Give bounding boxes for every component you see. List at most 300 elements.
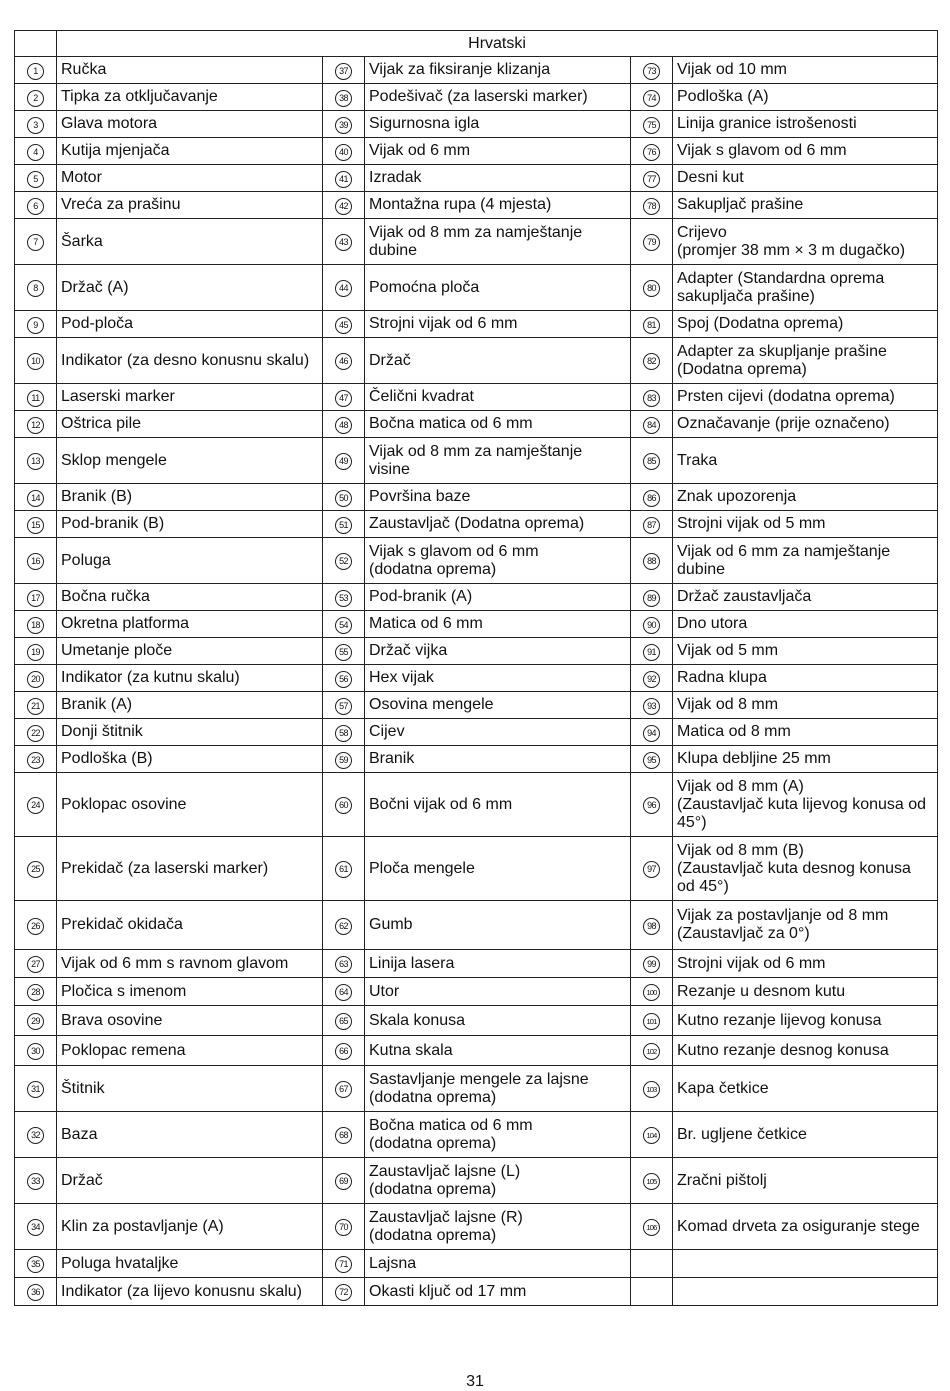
parts-row <box>15 638 938 665</box>
item-number-cell <box>15 1036 57 1066</box>
item-label: Ploča mengele <box>369 859 475 877</box>
item-label-cell <box>57 719 323 746</box>
item-label: Strojni vijak od 6 mm <box>677 954 826 972</box>
item-label: Vijak za postavljanje od 8 mm (Zaustavljač za 0°) <box>677 907 889 942</box>
item-number: 100 <box>643 984 660 1001</box>
item-number: 28 <box>27 984 44 1001</box>
item-number-cell <box>323 1066 365 1112</box>
item-number: 67 <box>335 1081 352 1098</box>
item-label-cell <box>673 338 938 384</box>
item-label-cell <box>365 219 631 265</box>
item-number-cell <box>15 219 57 265</box>
item-label-cell <box>673 950 938 978</box>
parts-row <box>15 165 938 192</box>
item-label-cell <box>57 746 323 773</box>
item-label-cell <box>57 901 323 950</box>
item-number-cell <box>323 746 365 773</box>
item-label: Linija granice istrošenosti <box>677 115 857 132</box>
item-label: Branik (B) <box>61 488 133 505</box>
item-number: 57 <box>335 698 352 715</box>
item-number-cell <box>15 311 57 338</box>
item-number: 76 <box>643 144 660 161</box>
item-number: 74 <box>643 90 660 107</box>
parts-row <box>15 611 938 638</box>
item-label: Strojni vijak od 5 mm <box>677 515 826 532</box>
item-label: Sklop mengele <box>61 451 167 469</box>
item-number: 106 <box>643 1219 660 1236</box>
item-number: 33 <box>27 1173 44 1190</box>
item-number-cell <box>631 384 673 411</box>
item-number-cell <box>631 584 673 611</box>
item-label-cell <box>673 1250 938 1278</box>
item-number: 30 <box>27 1043 44 1060</box>
item-label-cell <box>365 611 631 638</box>
item-number-cell <box>323 950 365 978</box>
item-label: Hex vijak <box>369 669 434 686</box>
item-number-cell <box>323 978 365 1006</box>
item-label-cell <box>57 265 323 311</box>
item-label-cell <box>673 1006 938 1036</box>
item-label-cell <box>57 138 323 165</box>
parts-row <box>15 1204 938 1250</box>
item-label: Bočna matica od 6 mm <box>369 415 533 432</box>
item-label: Prekidač okidača <box>61 916 183 933</box>
item-number: 98 <box>643 918 660 935</box>
item-number: 102 <box>643 1043 660 1060</box>
item-label: Zračni pištolj <box>677 1171 767 1189</box>
item-number: 19 <box>27 644 44 661</box>
item-label: Prsten cijevi (dodatna oprema) <box>677 388 895 405</box>
parts-row <box>15 746 938 773</box>
item-number-cell <box>631 1278 673 1306</box>
item-label: Izradak <box>369 169 422 186</box>
item-label: Traka <box>677 451 718 469</box>
item-number-cell <box>631 192 673 219</box>
item-number: 91 <box>643 644 660 661</box>
item-label-cell <box>365 692 631 719</box>
item-number-cell <box>631 665 673 692</box>
parts-row <box>15 719 938 746</box>
item-number-cell <box>15 773 57 837</box>
parts-row <box>15 484 938 511</box>
item-label: Sakupljač prašine <box>677 196 804 213</box>
item-number: 17 <box>27 590 44 607</box>
item-number-cell <box>631 1006 673 1036</box>
item-label: Tipka za otključavanje <box>61 88 218 105</box>
item-number-cell <box>15 84 57 111</box>
item-label: Lajsna <box>369 1254 417 1272</box>
item-label: Podešivač (za laserski marker) <box>369 88 588 105</box>
item-label-cell <box>673 84 938 111</box>
item-number-cell <box>323 538 365 584</box>
item-number-cell <box>323 837 365 901</box>
item-label-cell <box>57 165 323 192</box>
item-number-cell <box>631 438 673 484</box>
item-number: 87 <box>643 517 660 534</box>
item-number: 16 <box>27 553 44 570</box>
item-number-cell <box>631 219 673 265</box>
item-number: 49 <box>335 453 352 470</box>
parts-row <box>15 511 938 538</box>
item-number-cell <box>323 1112 365 1158</box>
item-number: 40 <box>335 144 352 161</box>
item-label-cell <box>365 265 631 311</box>
item-number: 29 <box>27 1013 44 1030</box>
item-number-cell <box>323 511 365 538</box>
item-number-cell <box>631 538 673 584</box>
item-label-cell <box>365 311 631 338</box>
item-label: Osovina mengele <box>369 696 494 713</box>
item-number: 53 <box>335 590 352 607</box>
item-label: Vijak od 8 mm za namještanje dubine <box>369 223 583 259</box>
item-label-cell <box>673 384 938 411</box>
item-label-cell <box>57 84 323 111</box>
item-number: 26 <box>27 918 44 935</box>
item-number-cell <box>631 1066 673 1112</box>
item-number: 18 <box>27 617 44 634</box>
item-label: Vijak od 6 mm s ravnom glavom <box>61 954 289 972</box>
item-label-cell <box>365 138 631 165</box>
item-label-cell <box>57 950 323 978</box>
item-number: 8 <box>27 280 44 297</box>
item-number-cell <box>631 138 673 165</box>
item-label: Cijev <box>369 723 405 740</box>
item-label-cell <box>57 438 323 484</box>
item-number: 90 <box>643 617 660 634</box>
parts-row <box>15 438 938 484</box>
item-number-cell <box>323 219 365 265</box>
item-label: Kutna skala <box>369 1041 453 1059</box>
item-label: Klupa debljine 25 mm <box>677 750 831 767</box>
item-label-cell <box>57 665 323 692</box>
item-label: Kutno rezanje lijevog konusa <box>677 1011 882 1029</box>
item-label-cell <box>365 1204 631 1250</box>
item-label-cell <box>673 611 938 638</box>
parts-table-body <box>15 31 938 1306</box>
item-number: 14 <box>27 490 44 507</box>
item-label-cell <box>673 411 938 438</box>
parts-row <box>15 219 938 265</box>
item-label: Vijak za fiksiranje klizanja <box>369 61 551 78</box>
parts-row <box>15 978 938 1006</box>
item-number: 89 <box>643 590 660 607</box>
item-number-cell <box>631 484 673 511</box>
item-label: Sigurnosna igla <box>369 115 480 132</box>
item-label: Štitnik <box>61 1079 105 1097</box>
item-number: 31 <box>27 1081 44 1098</box>
item-label-cell <box>673 219 938 265</box>
item-label: Utor <box>369 982 400 1000</box>
parts-row <box>15 692 938 719</box>
item-number: 45 <box>335 317 352 334</box>
item-label: Gumb <box>369 916 413 933</box>
item-number: 93 <box>643 698 660 715</box>
item-number-cell <box>631 611 673 638</box>
item-number-cell <box>323 692 365 719</box>
item-label: Držač (A) <box>61 278 129 296</box>
parts-row <box>15 950 938 978</box>
item-label-cell <box>673 311 938 338</box>
item-number: 56 <box>335 671 352 688</box>
item-number-cell <box>631 511 673 538</box>
item-label: Podloška (A) <box>677 88 769 105</box>
item-number: 2 <box>27 90 44 107</box>
item-number-cell <box>323 773 365 837</box>
item-number-cell <box>323 57 365 84</box>
item-number: 27 <box>27 956 44 973</box>
item-number: 73 <box>643 63 660 80</box>
item-number-cell <box>323 638 365 665</box>
item-number-cell <box>631 311 673 338</box>
item-label-cell <box>365 1006 631 1036</box>
item-number: 62 <box>335 918 352 935</box>
item-label: Vijak s glavom od 6 mm <box>677 142 847 159</box>
item-number: 22 <box>27 725 44 742</box>
item-number-cell <box>631 746 673 773</box>
item-label-cell <box>673 538 938 584</box>
item-number-cell <box>631 411 673 438</box>
item-number-cell <box>15 538 57 584</box>
item-label: Vijak s glavom od 6 mm (dodatna oprema) <box>369 542 539 578</box>
item-number: 86 <box>643 490 660 507</box>
item-label-cell <box>57 538 323 584</box>
item-number: 6 <box>27 198 44 215</box>
item-label-cell <box>365 484 631 511</box>
item-label-cell <box>57 692 323 719</box>
item-number-cell <box>323 384 365 411</box>
item-label-cell <box>57 219 323 265</box>
item-number: 48 <box>335 417 352 434</box>
item-label-cell <box>57 384 323 411</box>
item-label-cell <box>365 1036 631 1066</box>
item-label-cell <box>365 192 631 219</box>
item-label-cell <box>365 773 631 837</box>
item-number: 95 <box>643 752 660 769</box>
item-number: 11 <box>27 390 44 407</box>
item-number-cell <box>15 57 57 84</box>
item-label: Držač <box>369 351 411 369</box>
item-number-cell <box>15 411 57 438</box>
item-label-cell <box>673 438 938 484</box>
item-number-cell <box>15 165 57 192</box>
item-number-cell <box>631 57 673 84</box>
item-label-cell <box>57 611 323 638</box>
item-label-cell <box>673 719 938 746</box>
item-number: 35 <box>27 1256 44 1273</box>
item-label: Vijak od 8 mm <box>677 696 779 713</box>
item-number-cell <box>631 719 673 746</box>
item-label-cell <box>57 638 323 665</box>
item-number: 99 <box>643 956 660 973</box>
parts-row <box>15 837 938 901</box>
item-number: 42 <box>335 198 352 215</box>
item-label-cell <box>365 978 631 1006</box>
item-label: Montažna rupa (4 mjesta) <box>369 196 552 213</box>
item-number-cell <box>15 484 57 511</box>
item-number: 83 <box>643 390 660 407</box>
item-label: Strojni vijak od 6 mm <box>369 315 518 332</box>
item-number: 39 <box>335 117 352 134</box>
item-number-cell <box>323 192 365 219</box>
item-number: 3 <box>27 117 44 134</box>
item-label: Podloška (B) <box>61 750 153 767</box>
item-number-cell <box>15 1204 57 1250</box>
item-number: 84 <box>643 417 660 434</box>
item-number: 94 <box>643 725 660 742</box>
item-label: Branik (A) <box>61 696 133 713</box>
item-number-cell <box>631 111 673 138</box>
item-number-cell <box>631 1112 673 1158</box>
item-label: Adapter (Standardna oprema sakupljača prašine) <box>677 269 885 305</box>
item-label: Ručka <box>61 61 107 78</box>
item-number: 66 <box>335 1043 352 1060</box>
item-label: Umetanje ploče <box>61 642 173 659</box>
item-number: 24 <box>27 797 44 814</box>
item-label: Baza <box>61 1125 98 1143</box>
parts-row <box>15 138 938 165</box>
item-label-cell <box>57 338 323 384</box>
item-number: 4 <box>27 144 44 161</box>
item-label-cell <box>673 1204 938 1250</box>
item-number: 38 <box>335 90 352 107</box>
item-number-cell <box>15 746 57 773</box>
item-label-cell <box>673 484 938 511</box>
item-label: Vijak od 10 mm <box>677 61 787 78</box>
item-label-cell <box>365 746 631 773</box>
item-number-cell <box>323 111 365 138</box>
parts-row <box>15 1006 938 1036</box>
item-number: 64 <box>335 984 352 1001</box>
item-label-cell <box>365 338 631 384</box>
item-number: 82 <box>643 353 660 370</box>
parts-row <box>15 1250 938 1278</box>
parts-row <box>15 901 938 950</box>
item-number-cell <box>631 1250 673 1278</box>
item-label: Bočna ručka <box>61 588 150 605</box>
item-label-cell <box>673 57 938 84</box>
item-number: 105 <box>643 1173 660 1190</box>
item-label: Matica od 6 mm <box>369 615 483 632</box>
item-number: 104 <box>643 1127 660 1144</box>
item-label: Vreća za prašinu <box>61 196 181 213</box>
item-number: 101 <box>643 1013 660 1030</box>
item-label-cell <box>57 1250 323 1278</box>
item-number: 78 <box>643 198 660 215</box>
item-number: 7 <box>27 234 44 251</box>
item-number: 10 <box>27 353 44 370</box>
item-number: 96 <box>643 797 660 814</box>
item-label: Označavanje (prije označeno) <box>677 415 890 432</box>
item-number-cell <box>323 1278 365 1306</box>
item-label-cell <box>673 837 938 901</box>
item-label-cell <box>57 1158 323 1204</box>
item-number-cell <box>15 692 57 719</box>
item-number: 92 <box>643 671 660 688</box>
item-number-cell <box>323 611 365 638</box>
item-number: 103 <box>643 1081 660 1098</box>
item-number: 52 <box>335 553 352 570</box>
item-label-cell <box>57 484 323 511</box>
item-label-cell <box>57 584 323 611</box>
item-number: 85 <box>643 453 660 470</box>
item-number: 46 <box>335 353 352 370</box>
item-label: Vijak od 8 mm (A) (Zaustavljač kuta lijevog konusa od 45°) <box>677 777 927 831</box>
language-header: Hrvatski <box>57 31 938 57</box>
item-label-cell <box>673 138 938 165</box>
item-number-cell <box>15 837 57 901</box>
item-label: Znak upozorenja <box>677 488 797 505</box>
item-number-cell <box>323 84 365 111</box>
item-label: Dno utora <box>677 615 748 632</box>
item-label-cell <box>365 638 631 665</box>
parts-row <box>15 411 938 438</box>
item-number-cell <box>323 1250 365 1278</box>
item-label: Prekidač (za laserski marker) <box>61 859 269 877</box>
item-number: 72 <box>335 1284 352 1301</box>
parts-row <box>15 384 938 411</box>
item-label-cell <box>365 438 631 484</box>
item-number-cell <box>631 692 673 719</box>
item-label-cell <box>673 901 938 950</box>
item-label: Pločica s imenom <box>61 982 187 1000</box>
item-label-cell <box>57 1006 323 1036</box>
item-number-cell <box>323 584 365 611</box>
item-label: Skala konusa <box>369 1011 466 1029</box>
item-number-cell <box>631 1204 673 1250</box>
item-label: Vijak od 6 mm za namještanje dubine <box>677 542 891 578</box>
parts-row <box>15 1158 938 1204</box>
item-number-cell <box>631 265 673 311</box>
item-number-cell <box>15 138 57 165</box>
item-label-cell <box>673 111 938 138</box>
item-label-cell <box>673 192 938 219</box>
item-label: Matica od 8 mm <box>677 723 791 740</box>
item-number: 34 <box>27 1219 44 1236</box>
item-number-cell <box>15 1112 57 1158</box>
item-number: 54 <box>335 617 352 634</box>
item-label: Branik <box>369 750 415 767</box>
item-label: Motor <box>61 169 102 186</box>
item-label-cell <box>365 901 631 950</box>
item-number-cell <box>323 411 365 438</box>
item-number-cell <box>631 1036 673 1066</box>
item-label: Zaustavljač lajsne (L) (dodatna oprema) <box>369 1162 521 1198</box>
item-number-cell <box>15 1250 57 1278</box>
item-label: Vijak od 8 mm (B) (Zaustavljač kuta desnog konusa od 45°) <box>677 841 911 895</box>
item-label: Vijak od 6 mm <box>369 142 471 159</box>
item-label-cell <box>57 1204 323 1250</box>
item-number-cell <box>15 384 57 411</box>
item-label: Crijevo (promjer 38 mm × 3 m dugačko) <box>677 223 906 259</box>
item-number-cell <box>323 719 365 746</box>
item-label-cell <box>365 411 631 438</box>
item-number-cell <box>15 1006 57 1036</box>
item-label: Br. ugljene četkice <box>677 1125 807 1143</box>
item-number-cell <box>631 165 673 192</box>
item-number-cell <box>323 484 365 511</box>
item-number: 59 <box>335 752 352 769</box>
parts-row <box>15 584 938 611</box>
item-number-cell <box>631 837 673 901</box>
item-number: 97 <box>643 861 660 878</box>
item-number: 77 <box>643 171 660 188</box>
item-label-cell <box>57 837 323 901</box>
item-label: Radna klupa <box>677 669 767 686</box>
item-label: Šarka <box>61 232 103 250</box>
item-label-cell <box>365 719 631 746</box>
item-label: Indikator (za lijevo konusnu skalu) <box>61 1282 303 1300</box>
item-label-cell <box>57 511 323 538</box>
